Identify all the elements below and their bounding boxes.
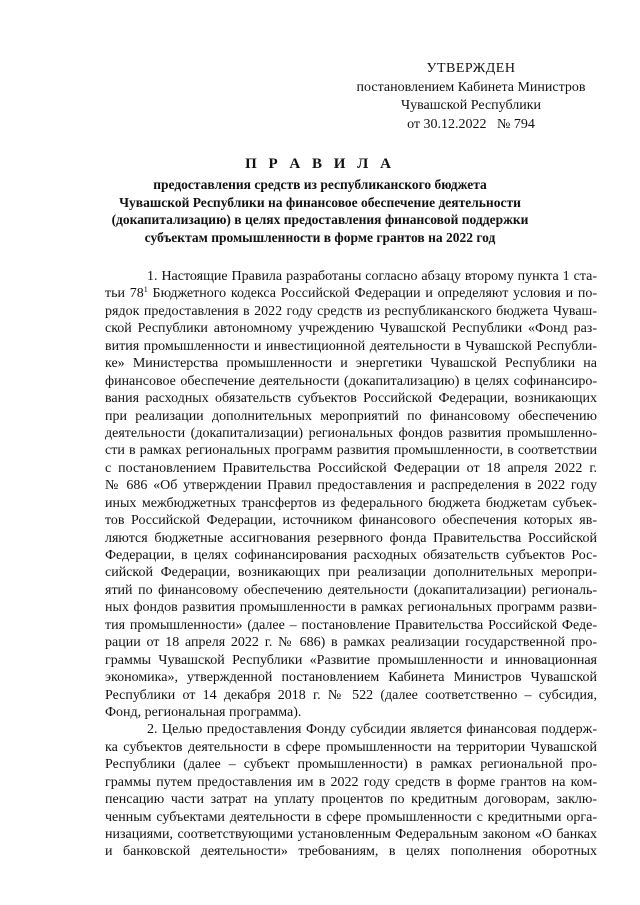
paragraph-line: с постановлением Правительства Российской Федерации от 18 апреля 2022 г. — [105, 460, 597, 476]
paragraph-line: и банковской деятельности» требованиям, в целях пополнения оборотных — [105, 844, 597, 860]
paragraph-line: деятельности (докапитализации) региональных фондов развития промышленно- — [105, 425, 597, 441]
approval-issuer-region: Чувашской Республики — [400, 98, 542, 113]
paragraph-1 — [105, 268, 597, 721]
paragraph-line: Республики от 14 декабря 2018 г. № 522 (далее соответственно – субсидия, — [105, 687, 597, 703]
approval-stamp: УТВЕРЖДЕН — [426, 61, 516, 76]
paragraph-line: Фонд, региональная программа). — [105, 704, 302, 720]
approval-block — [340, 60, 602, 134]
paragraph-line: вания расходных обязательств субъектов Российской Федерации, возникающих — [105, 391, 597, 407]
paragraph-line: ляются бюджетные ассигнования резервного фонда Правительства Российской — [105, 530, 597, 546]
paragraph-line: ных фондов развития промышленности в рамках региональных программ разви- — [105, 600, 597, 616]
paragraph-line: пенсацию части затрат на уплату процентов по кредитным договорам, заклю- — [105, 792, 597, 808]
paragraph-1-lines — [105, 303, 597, 722]
document-title — [80, 152, 560, 246]
line-text: Бюджетного кодекса Российской Федерации и определяют условия и по- — [147, 286, 597, 302]
paragraph-line: Федерации, в целях софинансирования расходных обязательств субъектов Рос- — [105, 548, 597, 563]
title-line: Чувашской Республики на финансовое обеспечение деятельности — [119, 194, 521, 210]
paragraph-line — [105, 285, 597, 302]
paragraph-line: 1. Настоящие Правила разработаны согласно абзацу второму пункта 1 ста- — [147, 269, 597, 284]
paragraph-line: низациями, соответствующими установленным Федеральным законом «О банках — [105, 827, 597, 842]
paragraph-line: экономика», утвержденной постановлением Кабинета Министров Чувашской — [105, 670, 597, 686]
document-body — [105, 268, 597, 861]
paragraph-line: граммы путем предоставления им в 2022 году средств в форме грантов на ком- — [105, 774, 597, 790]
paragraph-line: сти в рамках региональных программ развития промышленности, в соответствии — [105, 443, 597, 459]
paragraph-line: при реализации дополнительных мероприятий по финансовому обеспечению — [105, 408, 597, 424]
paragraph-line: сийской Федерации, возникающих при реализации дополнительных меропри- — [105, 565, 597, 581]
paragraph-line: рации от 18 апреля 2022 г. № 686) в рамках реализации государственной про- — [105, 635, 597, 651]
paragraph-line: тов Российской Федерации, источником финансового обеспечения которых яв- — [105, 513, 597, 529]
paragraph-line: ке» Министерства промышленности и энергетики Чувашской Республики на — [105, 356, 597, 372]
approval-date-number: от 30.12.2022 № 794 — [407, 116, 535, 132]
title-line: предоставления средств из республиканского бюджета — [153, 177, 487, 192]
paragraph-2 — [105, 721, 597, 861]
paragraph-line: № 686 «Об утверждении Правил предоставления и распределения в 2022 году — [105, 478, 597, 494]
title-word: П Р А В И Л А — [245, 156, 395, 172]
paragraph-line: Республики (далее – субъект промышленности) в рамках региональной про- — [105, 757, 597, 773]
paragraph-line: тия промышленности» (далее – постановление Правительства Российской Феде- — [105, 617, 597, 633]
superscript: 1 — [143, 285, 148, 295]
paragraph-2-lines — [105, 721, 597, 861]
paragraph-line: вития промышленности и инвестиционной деятельности в Чувашской Республи- — [105, 338, 597, 354]
paragraph-line: ятий по финансовому обеспечению деятельности (докапитализации) региональ- — [105, 582, 597, 598]
paragraph-line: иных межбюджетных трансфертов из федерального бюджета бюджетам субъек- — [105, 495, 597, 511]
paragraph-line: рядок предоставления в 2022 году средств из республиканского бюджета Чуваш- — [105, 303, 597, 319]
paragraph-line: ской Республики автономному учреждению Чувашской Республики «Фонд раз- — [105, 321, 597, 337]
approval-issuer-line: постановлением Кабинета Министров — [356, 79, 586, 95]
title-line: (докапитализацию) в целях предоставления финансовой поддержки — [111, 212, 529, 228]
paragraph-line: граммы Чувашской Республики «Развитие промышленности и инновационная — [105, 652, 597, 668]
paragraph-line: 2. Целью предоставления Фонду субсидии является финансовая поддерж- — [147, 722, 597, 738]
title-line: субъектам промышленности в форме грантов на 2022 год — [144, 229, 496, 245]
paragraph-line: ка субъектов деятельности в сфере промышленности на территории Чувашской — [105, 739, 597, 755]
line-text: тьи 78 — [105, 286, 144, 302]
paragraph-line: финансовое обеспечение деятельности (докапитализацию) в целях софинансиро- — [105, 373, 597, 389]
paragraph-line: ченным субъектами деятельности в сфере промышленности с кредитными орга- — [105, 809, 597, 825]
